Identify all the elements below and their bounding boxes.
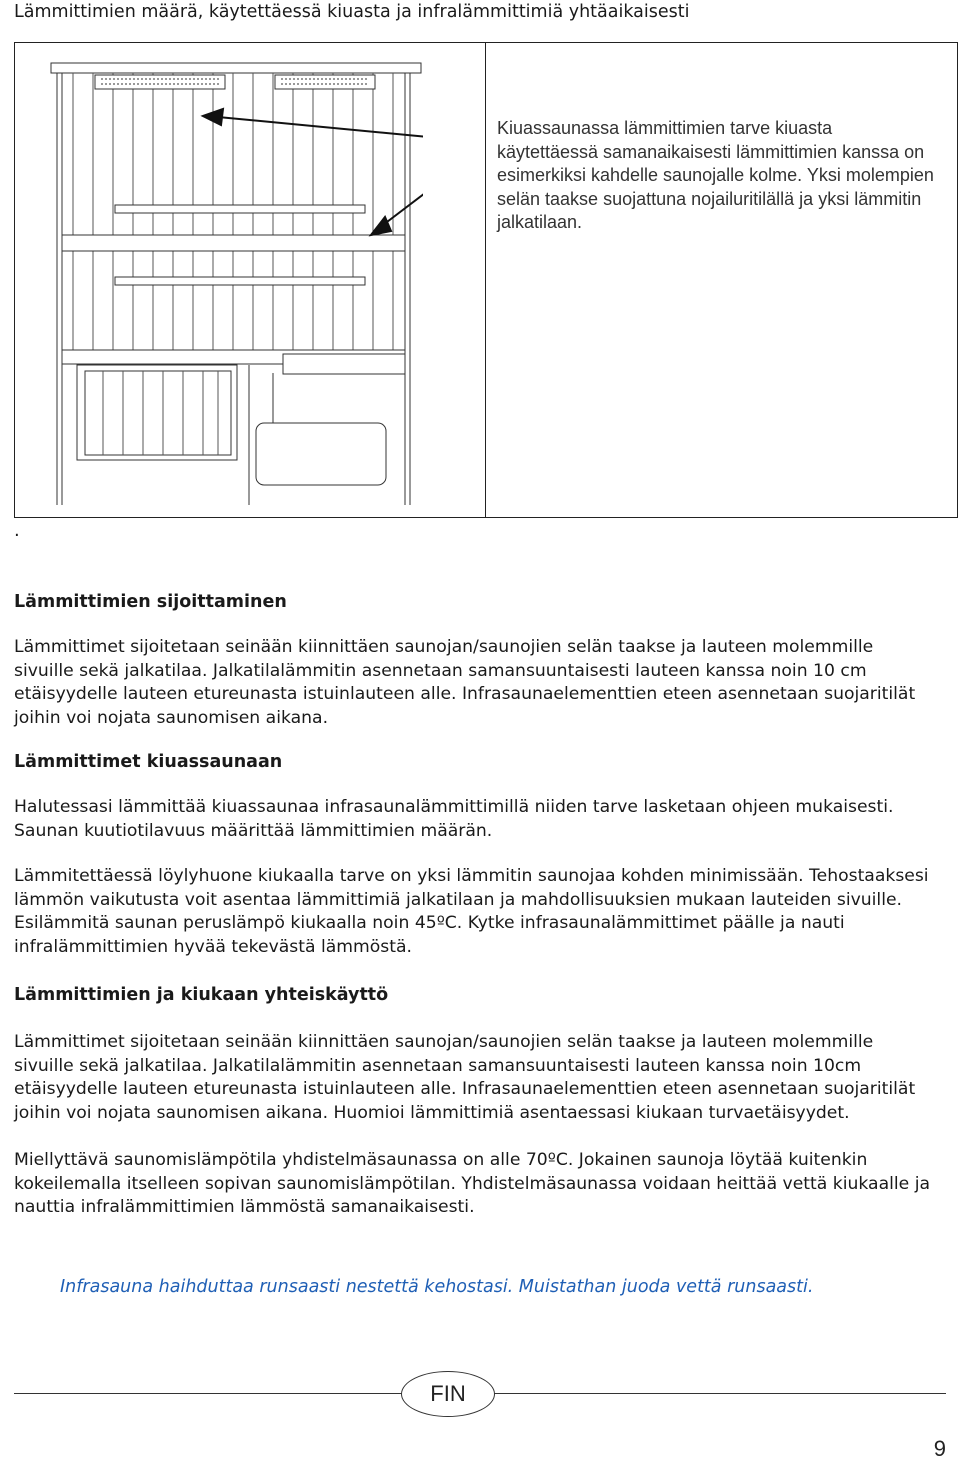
main-content <box>14 590 934 1220</box>
back-slats <box>73 73 393 355</box>
hydration-note: Infrasauna haihduttaa runsaasti nestettä kehostasi. Muistathan juoda vettä runsaasti. <box>60 1277 814 1297</box>
sauna-drawing <box>43 55 423 505</box>
figure-divider <box>485 43 486 517</box>
frame-top <box>51 63 421 73</box>
backrest-rail-upper <box>115 205 365 213</box>
stove <box>256 423 386 485</box>
backrest-rail-lower <box>115 277 365 285</box>
page-number: 9 <box>933 1436 946 1461</box>
figure-table <box>14 42 958 518</box>
section-paragraph: Lämmittimet sijoitetaan seinään kiinnittäen saunojan/saunojien selän taakse ja lauteen molemmille sivuille sekä jalkatilaa. Jalkatilalämmitin asennetaan samansuuntaisesti lauteen kanssa noin 10 cm etäisyydelle lauteen etureunasta istuinlauteen alle. Infrasaunaelementtien eteen asennetaan suojaritilät joihin voi nojata saunomisen aikana. <box>14 637 916 728</box>
separator-dot: . <box>14 520 20 541</box>
step <box>283 354 405 374</box>
heater-top-right <box>275 75 375 89</box>
section-paragraph: Halutessasi lämmittää kiuassaunaa infrasaunalämmittimillä niiden tarve lasketaan ohjeen mukaisesti. Saunan kuutiotilavuus määrittää lämmittimien määrän. <box>14 797 894 841</box>
section-paragraph: Miellyttävä saunomislämpötila yhdistelmäsaunassa on alle 70ºC. Jokainen saunoja löytää kuitenkin kokeilemalla itselleen sopivan saunomislämpötilan. Yhdistelmäsaunassa voidaan heittää vettä kiukaalle ja nauttia infralämmittimien lämmöstä samanaikaisesti. <box>14 1150 931 1217</box>
heater-top-left <box>95 75 225 89</box>
section-heading-stove-sauna: Lämmittimet kiuassaunaan <box>14 752 283 772</box>
section-heading-placement: Lämmittimien sijoittaminen <box>14 592 287 612</box>
section-paragraph: Lämmitettäessä löylyhuone kiukaalla tarve on yksi lämmitin saunojaa kohden minimissään. Tehostaaksesi lämmön vaikutusta voit asentaa lämmittimiä jalkatilaan ja mahdollisuuksien mukaan lauteiden sivuille. Esilämmitä saunan peruslämpö kiukaalla noin 45ºC. Kytke infrasaunalämmittimet päälle ja nauti infralämmittimien hyvää tekevästä lämmöstä. <box>14 866 929 957</box>
section-paragraph: Lämmittimet sijoitetaan seinään kiinnittäen saunojan/saunojien selän taakse ja lauteen molemmille sivuille sekä jalkatilaa. Jalkatilalämmitin asennetaan samansuuntaisesti lauteen kanssa noin 10cm etäisyydelle lauteen etureunasta istuinlauteen alle. Infrasaunaelementtien eteen asennetaan suojaritilät joihin voi nojata saunomisen aikana. Huomioi lämmittimiä asentaessasi kiukaan turvaetäisyydet. <box>14 1032 916 1123</box>
bench-compartment <box>77 365 237 460</box>
figure-caption: Kiuassaunassa lämmittimien tarve kiuasta käytettäessä samanaikaisesti lämmittimien kanssa on esimerkiksi kahdelle saunojalle kolme. Yksi molempien selän taakse suojattuna nojailuritilällä ja yksi lämmitin jalkatilaan. <box>497 118 934 232</box>
page-heading: Lämmittimien määrä, käytettäessä kiuasta ja infralämmittimiä yhtäaikaisesti <box>14 2 690 22</box>
upper-bench <box>62 235 405 251</box>
section-heading-combined-use: Lämmittimien ja kiukaan yhteiskäyttö <box>14 985 389 1005</box>
language-badge: FIN <box>401 1371 495 1417</box>
